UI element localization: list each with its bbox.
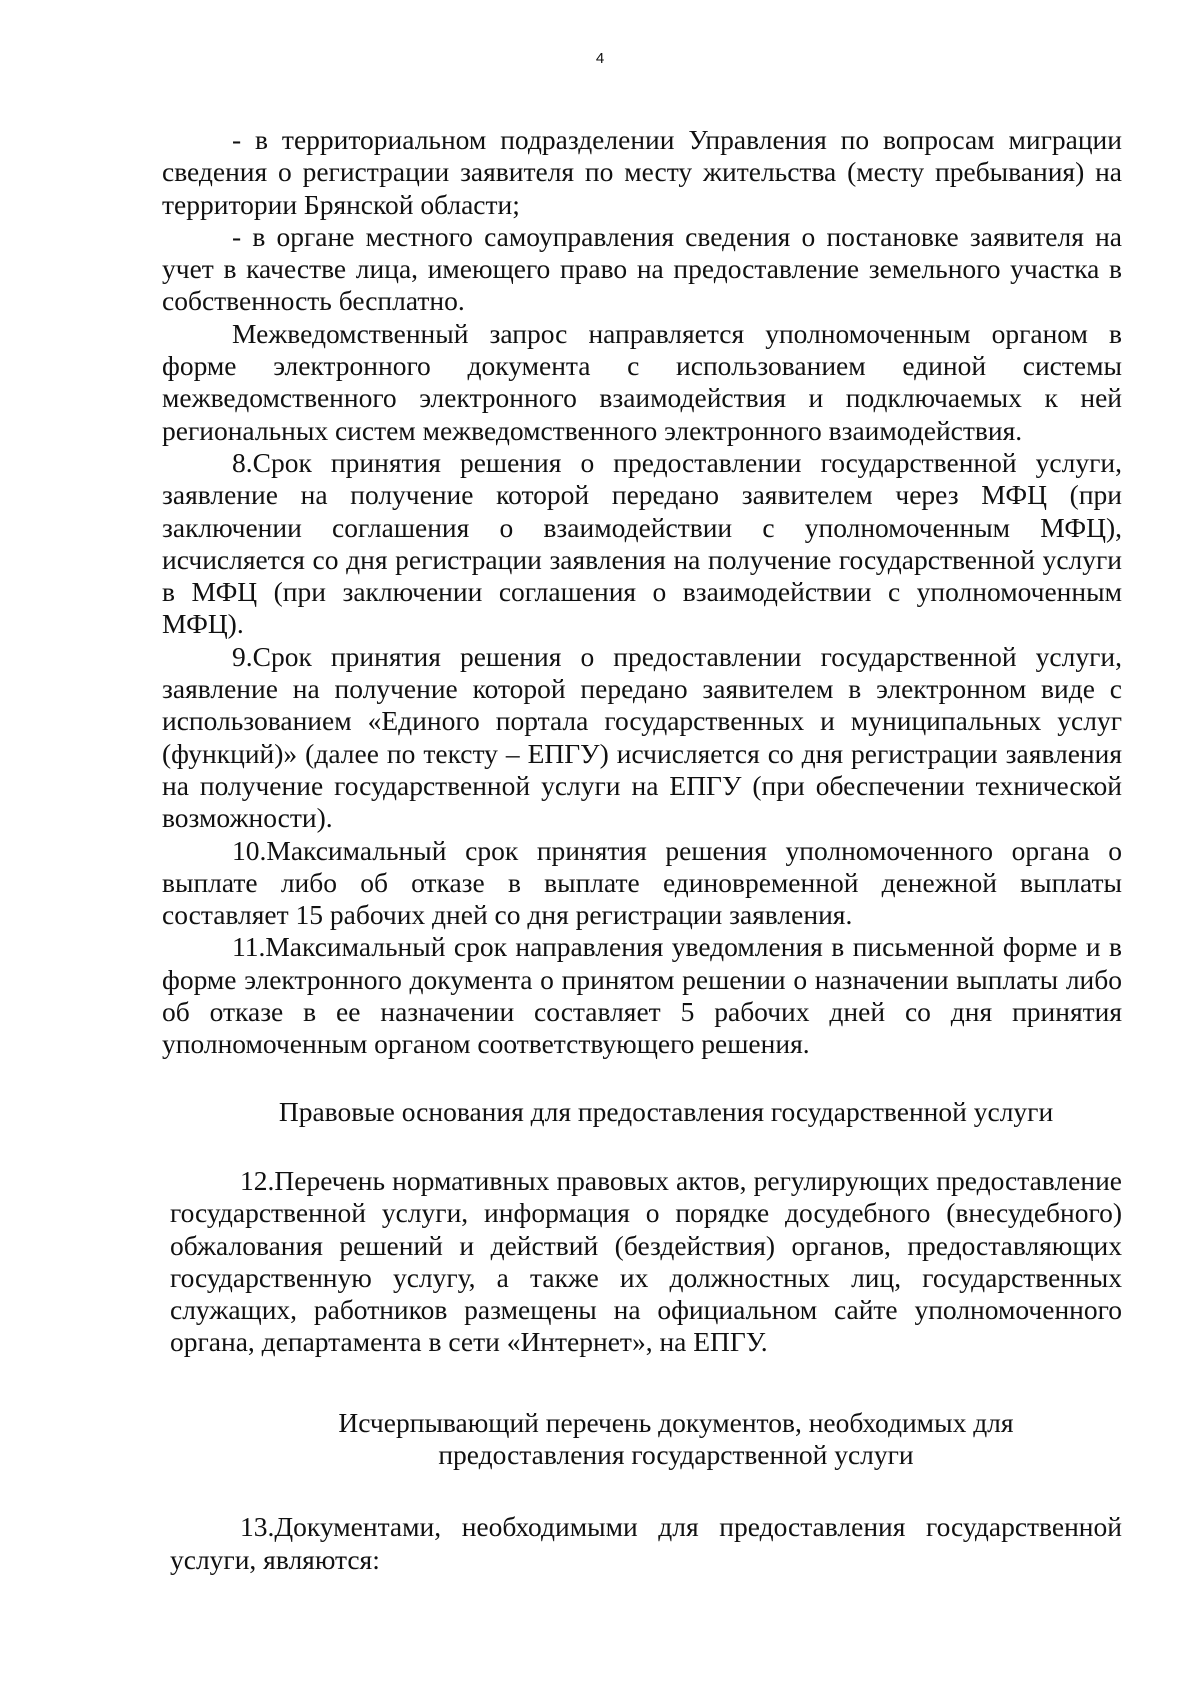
section-heading-documents-line-2: предоставления государственной услуги [438,1438,914,1470]
paragraph-local-government: - в органе местного самоуправления сведения о постановке заявителя на учет в качестве лица, имеющего право на предоставление земельного участка в собственность бесплатно. [162,220,1122,317]
paragraph-8: 8.Срок принятия решения о предоставлении государственной услуги, заявление на получение которой передано заявителем через МФЦ (при заключении соглашения о взаимодействии с уполномоченным МФЦ), исчисляется со дня регистрации заявления на получение государственной услуги в МФЦ (при заключении соглашения о взаимодействии с уполномоченным МФЦ). [162,446,1122,640]
section-heading-documents [170,1407,1122,1472]
lower-section [162,1165,1122,1576]
section-heading-legal-basis: Правовые основания для предоставления государственной услуги [278,1095,1054,1127]
paragraph-migration-office: - в территориальном подразделении Управления по вопросам миграции сведения о регистрации заявителя по месту жительства (месту пребывания) на территории Брянской области; [162,124,1122,220]
page-number: 4 [595,50,605,67]
paragraph-13: 13.Документами, необходимыми для предоставления государственной услуги, являются: [170,1511,1122,1575]
section-heading-documents-line-1: Исчерпывающий перечень документов, необходимых для [338,1406,1014,1438]
paragraph-9: 9.Срок принятия решения о предоставлении государственной услуги, заявление на получение которой передано заявителем в электронном виде с использованием «Единого портала государственных и муниципальных услуг (функций)» (далее по тексту – ЕПГУ) исчисляется со дня регистрации заявления на получение государственной услуги на ЕПГУ (при обеспечении технической возможности). [162,640,1122,834]
paragraph-10: 10.Максимальный срок принятия решения уполномоченного органа о выплате либо об отказе в выплате единовременной денежной выплаты составляет 15 рабочих дней со дня регистрации заявления. [162,834,1122,931]
document-body [162,124,1122,1576]
paragraph-11: 11.Максимальный срок направления уведомления в письменной форме и в форме электронного документа о принятом решении о назначении выплаты либо об отказе в ее назначении составляет 5 рабочих дней со дня принятия уполномоченным органом соответствующего решения. [162,931,1122,1060]
paragraph-interagency-request: Межведомственный запрос направляется уполномоченным органом в форме электронного документа с использованием единой системы межведомственного электронного взаимодействия и подключаемых к ней региональных систем межведомственного электронного взаимодействия. [162,317,1122,446]
paragraph-12: 12.Перечень нормативных правовых актов, регулирующих предоставление государственной услуги, информация о порядке досудебного (внесудебного) обжалования решений и действий (бездействия) органов, предоставляющих государственную услугу, а также их должностных лиц, государственных служащих, работников размещены на официальном сайте уполномоченного органа, департамента в сети «Интернет», на ЕПГУ. [170,1164,1122,1358]
